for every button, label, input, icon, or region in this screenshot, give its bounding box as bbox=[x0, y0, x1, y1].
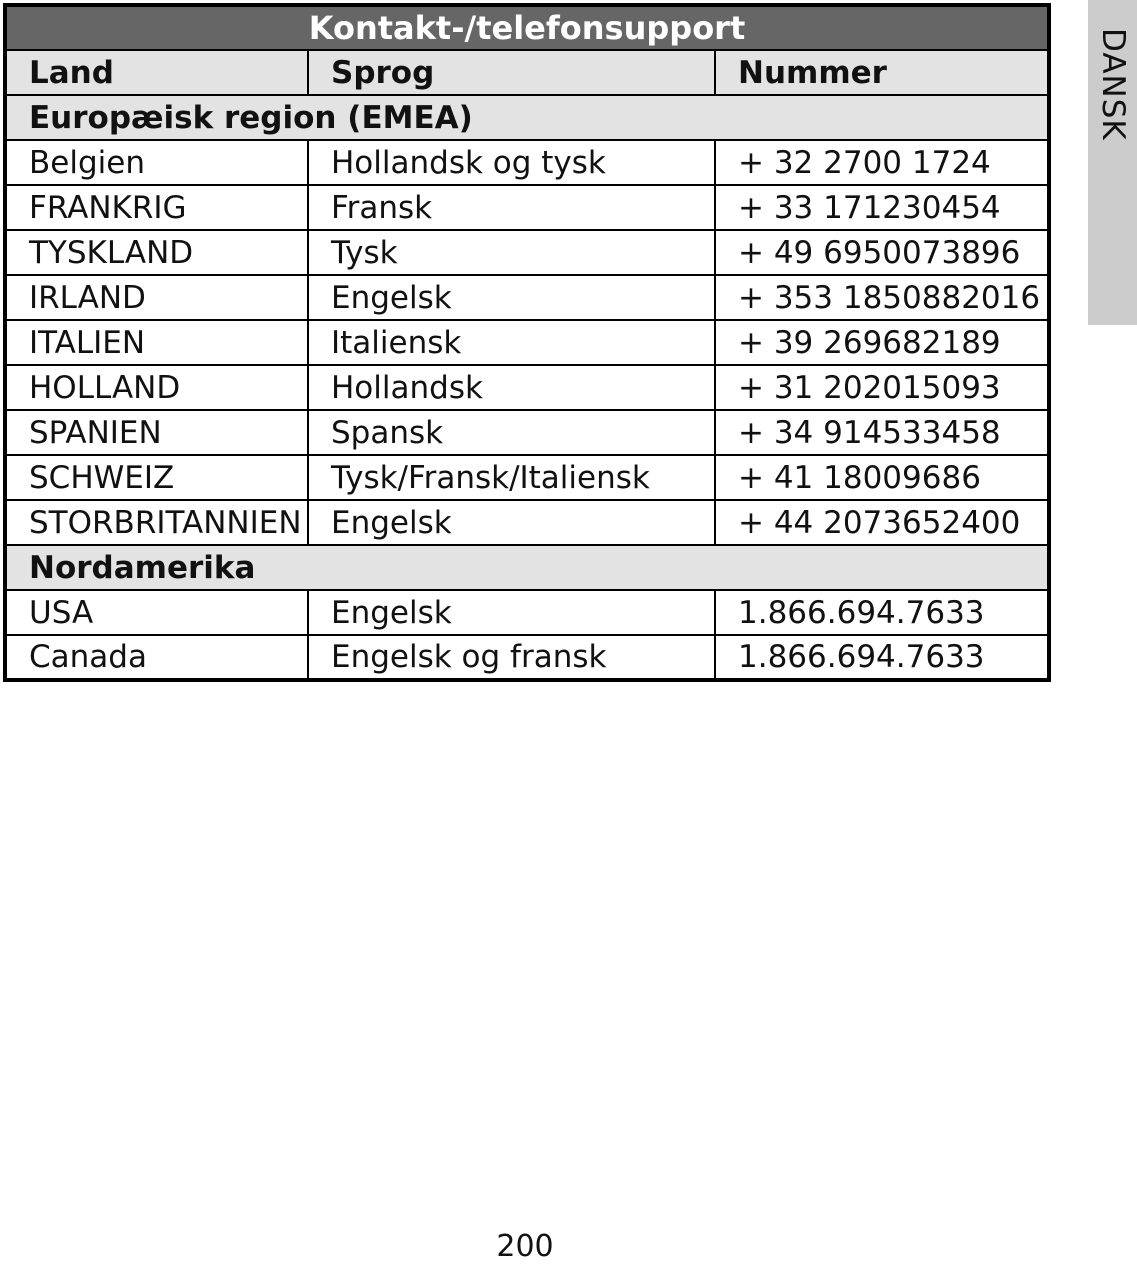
cell-land: HOLLAND bbox=[5, 365, 308, 410]
cell-nummer: + 353 1850882016 bbox=[715, 275, 1049, 320]
cell-nummer: + 31 202015093 bbox=[715, 365, 1049, 410]
table-row bbox=[5, 140, 1049, 185]
cell-sprog: Hollandsk bbox=[308, 365, 715, 410]
table-row bbox=[5, 365, 1049, 410]
cell-sprog: Italiensk bbox=[308, 320, 715, 365]
table-row bbox=[5, 185, 1049, 230]
support-contact-table bbox=[3, 3, 1051, 682]
table-title-row bbox=[5, 5, 1049, 50]
cell-sprog: Fransk bbox=[308, 185, 715, 230]
page-number: 200 bbox=[496, 1229, 554, 1264]
cell-sprog: Spansk bbox=[308, 410, 715, 455]
cell-nummer: + 44 2073652400 bbox=[715, 500, 1049, 545]
cell-land: USA bbox=[5, 590, 308, 635]
table-row bbox=[5, 455, 1049, 500]
cell-land: IRLAND bbox=[5, 275, 308, 320]
table-header-row bbox=[5, 50, 1049, 95]
cell-nummer: 1.866.694.7633 bbox=[715, 590, 1049, 635]
cell-nummer: 1.866.694.7633 bbox=[715, 635, 1049, 680]
region-heading: Europæisk region (EMEA) bbox=[5, 95, 1049, 140]
cell-land: FRANKRIG bbox=[5, 185, 308, 230]
region-heading: Nordamerika bbox=[5, 545, 1049, 590]
cell-land: Belgien bbox=[5, 140, 308, 185]
cell-nummer: + 33 171230454 bbox=[715, 185, 1049, 230]
column-header-nummer: Nummer bbox=[715, 50, 1049, 95]
cell-nummer: + 32 2700 1724 bbox=[715, 140, 1049, 185]
cell-land: SCHWEIZ bbox=[5, 455, 308, 500]
table-row bbox=[5, 320, 1049, 365]
cell-sprog: Hollandsk og tysk bbox=[308, 140, 715, 185]
cell-nummer: + 49 6950073896 bbox=[715, 230, 1049, 275]
cell-sprog: Tysk bbox=[308, 230, 715, 275]
table-title: Kontakt-/telefonsupport bbox=[5, 5, 1049, 50]
cell-sprog: Tysk/Fransk/Italiensk bbox=[308, 455, 715, 500]
table-row bbox=[5, 635, 1049, 680]
column-header-land: Land bbox=[5, 50, 308, 95]
cell-nummer: + 39 269682189 bbox=[715, 320, 1049, 365]
cell-land: ITALIEN bbox=[5, 320, 308, 365]
cell-sprog: Engelsk bbox=[308, 590, 715, 635]
cell-nummer: + 41 18009686 bbox=[715, 455, 1049, 500]
column-header-sprog: Sprog bbox=[308, 50, 715, 95]
cell-land: SPANIEN bbox=[5, 410, 308, 455]
language-tab-label: DANSK bbox=[1095, 28, 1131, 141]
table-row bbox=[5, 230, 1049, 275]
region-row-nordamerika bbox=[5, 545, 1049, 590]
cell-sprog: Engelsk bbox=[308, 500, 715, 545]
table-row bbox=[5, 275, 1049, 320]
table-row bbox=[5, 500, 1049, 545]
cell-nummer: + 34 914533458 bbox=[715, 410, 1049, 455]
cell-land: STORBRITANNIEN bbox=[5, 500, 308, 545]
table-row bbox=[5, 590, 1049, 635]
region-row-emea bbox=[5, 95, 1049, 140]
cell-sprog: Engelsk og fransk bbox=[308, 635, 715, 680]
cell-land: Canada bbox=[5, 635, 308, 680]
cell-land: TYSKLAND bbox=[5, 230, 308, 275]
cell-sprog: Engelsk bbox=[308, 275, 715, 320]
table-row bbox=[5, 410, 1049, 455]
